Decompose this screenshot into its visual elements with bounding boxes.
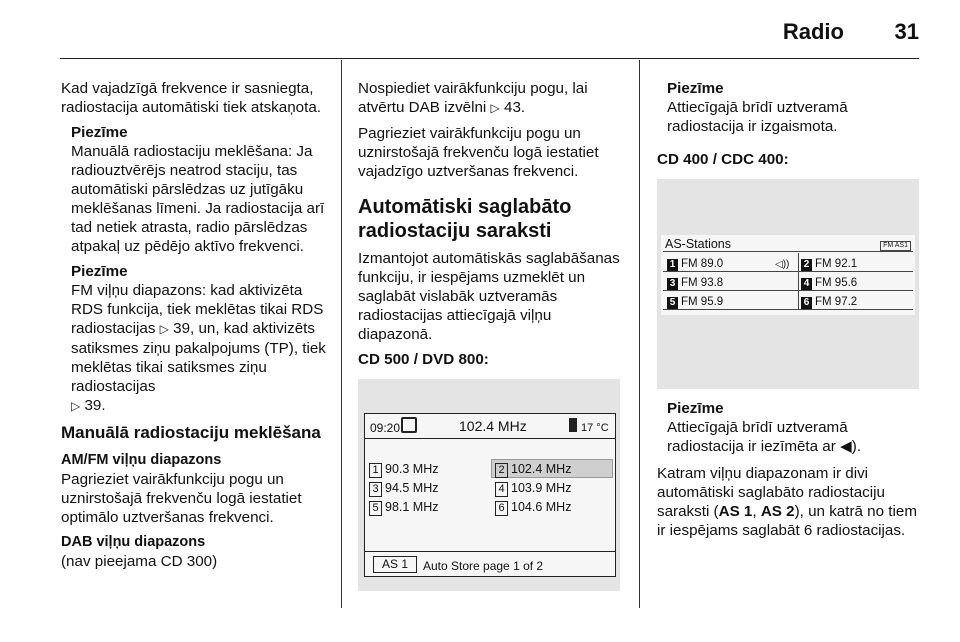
note-heading: Piezīme bbox=[71, 124, 128, 141]
page-ref[interactable]: 39 bbox=[173, 320, 191, 337]
page-ref-icon: ▷ bbox=[71, 399, 81, 413]
clock-icon bbox=[401, 417, 417, 433]
radio-display bbox=[364, 413, 616, 577]
paragraph: Izmantojot automātiskās saglabāšanas funkciju, ir iespējams uzmeklēt un saglabāt vislabāk uztveramās radiostacijas attiecīgajā viļņu diapazonā. bbox=[358, 250, 620, 343]
preset-frequency: FM 92.1 bbox=[815, 258, 858, 270]
preset-frequency: FM 89.0 bbox=[681, 258, 724, 270]
preset-number: 1 bbox=[369, 463, 382, 478]
preset-frequency: 104.6 MHz bbox=[511, 500, 572, 514]
preset-number: 2 bbox=[801, 259, 812, 271]
page-ref-icon: ▷ bbox=[490, 101, 500, 115]
divider bbox=[798, 253, 799, 309]
page-section-title: Radio bbox=[782, 19, 844, 44]
column-divider bbox=[639, 60, 640, 608]
separator: , bbox=[752, 503, 761, 520]
preset-number: 3 bbox=[369, 482, 382, 497]
note-body: Manuālā radiostaciju meklēšana: Ja radiouztvērējs neatrod staciju, tas automātiski pārslēdzas uz jutīgāku meklēšanas līmeni. Ja radiostacija arī tad netiek atrasta, radio pārslēdzas atpakaļ uz pēdējo aktīvo frekvenci. bbox=[71, 143, 325, 255]
preset-frequency: 90.3 MHz bbox=[385, 462, 439, 476]
page-header bbox=[0, 0, 960, 60]
preset-frequency: 94.5 MHz bbox=[385, 481, 439, 495]
paragraph: Pagrieziet vairākfunkciju pogu un uznirstošajā frekvenču logā iestatiet optimālo uztveršanas frekvenci. bbox=[61, 471, 302, 526]
column-divider bbox=[341, 60, 342, 608]
display-footer bbox=[365, 551, 615, 576]
note-heading: Piezīme bbox=[667, 80, 724, 97]
paragraph: Pagrieziet vairākfunkciju pogu un uznirstošajā frekvenču logā iestatiet vajadzīgo uztveršanas frekvenci. bbox=[358, 125, 599, 180]
preset-number: 5 bbox=[667, 297, 678, 309]
section-heading: Automātiski saglabāto radiostaciju saraksti bbox=[358, 196, 572, 242]
section-heading: Manuālā radiostaciju meklēšana bbox=[61, 423, 321, 442]
radio-display bbox=[661, 235, 915, 315]
preset-item[interactable] bbox=[369, 498, 439, 517]
paragraph: Nospiediet vairākfunkciju pogu, lai atvērtu DAB izvēlni ▷ 43. bbox=[358, 80, 588, 116]
preset-item[interactable] bbox=[495, 460, 571, 479]
paragraph: Kad vajadzīgā frekvence ir sasniegta, radiostacija automātiski tiek atskaņota. bbox=[61, 80, 322, 116]
preset-number: 6 bbox=[801, 297, 812, 309]
band-tag: FM AS1 bbox=[880, 241, 911, 251]
preset-item[interactable] bbox=[369, 479, 439, 498]
preset-number: 6 bbox=[495, 501, 508, 516]
preset-frequency: FM 93.8 bbox=[681, 277, 724, 289]
preset-item[interactable] bbox=[495, 498, 571, 517]
subsection-heading: AM/FM viļņu diapazons bbox=[61, 452, 222, 468]
paragraph-text: ), un katrā no tiem ir iespējams saglabāt 6 radiostacijas. bbox=[657, 503, 917, 539]
note-body: Attiecīgajā brīdī uztveramā radiostacija ir iezīmēta ar ◀). bbox=[667, 419, 862, 455]
preset-number: 4 bbox=[495, 482, 508, 497]
auto-store-status: Auto Store page 1 of 2 bbox=[423, 559, 544, 573]
note-body: FM viļņu diapazons: kad aktivizēta RDS funkcija, tiek meklētas tikai RDS radiostacijas ▷ 39, un, kad aktivizēts satiksmes ziņu pakalpojums (TP), tiek meklētas tikai satiksmes ziņu radiostacijas ▷ 39. bbox=[71, 282, 326, 414]
preset-item[interactable] bbox=[667, 293, 723, 312]
column-2 bbox=[358, 79, 620, 591]
note-heading: Piezīme bbox=[667, 400, 724, 417]
page-ref-icon: ▷ bbox=[159, 322, 169, 336]
header-rule bbox=[60, 58, 919, 59]
dvd800-screen-illustration bbox=[358, 379, 620, 591]
preset-item[interactable] bbox=[667, 255, 723, 274]
page-ref[interactable]: 39 bbox=[84, 397, 102, 414]
preset-frequency: FM 97.2 bbox=[815, 296, 858, 308]
note bbox=[657, 399, 919, 456]
note-text: FM viļņu diapazons: kad aktivizēta RDS funkcija, tiek meklētas tikai RDS radiostacijas bbox=[71, 282, 324, 337]
note bbox=[61, 123, 326, 256]
preset-item[interactable] bbox=[801, 293, 857, 312]
preset-number: 5 bbox=[369, 501, 382, 516]
as-list-name: AS 1 bbox=[718, 503, 753, 520]
subsection-heading: DAB viļņu diapazons bbox=[61, 534, 206, 550]
cd400-screen-illustration bbox=[657, 179, 919, 389]
temperature: 17 °C bbox=[581, 422, 609, 434]
display-top-bar bbox=[365, 414, 615, 439]
preset-item[interactable] bbox=[801, 274, 857, 293]
speaker-icon: ◁)) bbox=[775, 259, 790, 270]
device-label: CD 500 / DVD 800: bbox=[358, 351, 489, 368]
preset-number: 1 bbox=[667, 259, 678, 271]
paragraph-text: Nospiediet vairākfunkciju pogu, lai atvērtu DAB izvēlni bbox=[358, 80, 588, 116]
preset-item[interactable] bbox=[495, 479, 571, 498]
as-list-button[interactable]: AS 1 bbox=[373, 556, 417, 573]
preset-number: 3 bbox=[667, 278, 678, 290]
preset-frequency: 103.9 MHz bbox=[511, 481, 572, 495]
preset-frequency: FM 95.6 bbox=[815, 277, 858, 289]
divider bbox=[663, 251, 913, 252]
preset-item[interactable] bbox=[667, 274, 723, 293]
note-heading: Piezīme bbox=[71, 263, 128, 280]
preset-frequency: FM 95.9 bbox=[681, 296, 724, 308]
page-number: 31 bbox=[894, 19, 919, 44]
preset-number: 4 bbox=[801, 278, 812, 290]
note-text: , un, kad aktivizēts satiksmes ziņu pakalpojums (TP), tiek meklētas tikai satiksmes ziņu radiostacijas bbox=[71, 320, 326, 395]
paragraph-text: Katram viļņu diapazonam ir divi automātiski saglabāto radiostaciju saraksti ( bbox=[657, 465, 885, 520]
paragraph bbox=[657, 464, 919, 540]
note bbox=[61, 262, 326, 416]
preset-frequency: 98.1 MHz bbox=[385, 500, 439, 514]
note-body: Attiecīgajā brīdī uztveramā radiostacija ir izgaismota. bbox=[667, 99, 848, 135]
current-frequency: 102.4 MHz bbox=[459, 418, 527, 434]
preset-number: 2 bbox=[495, 463, 508, 478]
note-text: Attiecīgajā brīdī uztveramā radiostacija ir iezīmēta ar bbox=[667, 419, 848, 455]
thermometer-icon bbox=[569, 418, 577, 432]
column-3 bbox=[657, 79, 919, 546]
speaker-icon: ◀) bbox=[840, 438, 857, 455]
page-ref[interactable]: 43 bbox=[504, 99, 521, 116]
clock-time: 09:20 bbox=[370, 421, 401, 435]
display-title: AS-Stations bbox=[665, 237, 732, 251]
column-1 bbox=[61, 79, 326, 577]
device-label: CD 400 / CDC 400: bbox=[657, 151, 789, 168]
note bbox=[657, 79, 919, 136]
preset-item[interactable] bbox=[369, 460, 439, 479]
as-list-name: AS 2 bbox=[760, 503, 795, 520]
preset-item[interactable] bbox=[801, 255, 857, 274]
preset-frequency: 102.4 MHz bbox=[511, 462, 572, 476]
paragraph: (nav pieejama CD 300) bbox=[61, 553, 218, 570]
